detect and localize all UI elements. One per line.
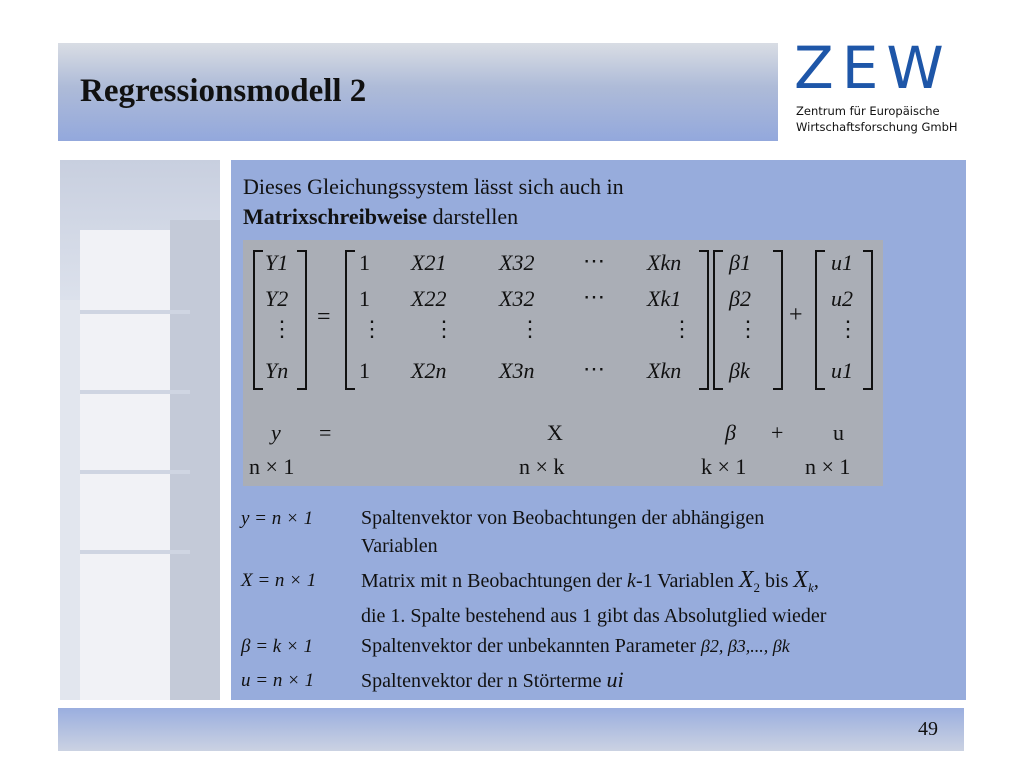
definition-text: Spaltenvektor der unbekannten Parameter β2, β3,..., βk: [361, 635, 790, 657]
beta-entry: ⋮: [737, 316, 759, 341]
x-entry: Xkn: [647, 358, 682, 383]
intro-line-1: Dieses Gleichungssystem lässt sich auch in: [243, 174, 624, 199]
x-entry: ⋯: [583, 284, 605, 309]
x-entry: ⋮: [671, 316, 693, 341]
u-entry: ⋮: [837, 316, 859, 341]
intro-rest: darstellen: [427, 204, 519, 229]
bracket: [297, 250, 307, 390]
x-entry: ⋮: [361, 316, 383, 341]
intro-text: [243, 172, 624, 232]
matrix-equation: [243, 240, 883, 486]
bracket: [773, 250, 783, 390]
x-entry: X21: [411, 250, 447, 275]
building-photo: [60, 160, 220, 700]
title-bar: [58, 43, 778, 141]
beta-entry: βk: [729, 358, 750, 383]
x-entry: X32: [499, 286, 535, 311]
x-entry: 1: [359, 358, 370, 383]
y-entry: Y1: [265, 250, 289, 275]
beta-entry: β1: [729, 250, 751, 275]
x-entry: ⋮: [433, 316, 455, 341]
definition-lhs: y = n × 1: [241, 508, 314, 529]
bracket: [815, 250, 825, 390]
param-list: β2, β3,..., βk: [700, 636, 790, 656]
y-entry: Yn: [265, 358, 289, 383]
beta-entry: β2: [729, 286, 751, 311]
compact-eq: =: [319, 420, 332, 445]
dim-u: n × 1: [805, 454, 851, 479]
logo-line-1: Zentrum für Europäische: [796, 104, 940, 118]
compact-u: u: [833, 420, 844, 445]
bracket: [713, 250, 723, 390]
plus-sign: +: [789, 302, 803, 328]
zew-logo: [792, 34, 970, 144]
u-entry: u1: [831, 250, 853, 275]
definition-text: Spaltenvektor der n Störterme ui: [361, 667, 624, 692]
x-entry: ⋯: [583, 248, 605, 273]
slide-title: Regressionsmodell 2: [80, 73, 367, 109]
bracket: [699, 250, 709, 390]
bracket: [253, 250, 263, 390]
x-entry: Xkn: [647, 250, 682, 275]
bracket: [863, 250, 873, 390]
x-entry: ⋮: [519, 316, 541, 341]
footer-bar: [58, 708, 964, 751]
x-entry: ⋯: [583, 356, 605, 381]
definition-text: Spaltenvektor von Beobachtungen der abhängigen Variablen: [361, 507, 765, 557]
dim-y: n × 1: [249, 454, 295, 479]
x-entry: X3n: [499, 358, 535, 383]
definition-lhs: u = n × 1: [241, 670, 315, 691]
definition-lhs: β = k × 1: [241, 636, 314, 657]
x-entry: 1: [359, 250, 370, 275]
dim-beta: k × 1: [701, 454, 747, 479]
bracket: [345, 250, 355, 390]
ui-symbol: ui: [606, 667, 624, 692]
compact-x: X: [547, 420, 563, 445]
equals-sign: =: [317, 304, 331, 330]
compact-beta: β: [725, 420, 736, 445]
logo-line-2: Wirtschaftsforschung GmbH: [796, 120, 958, 134]
x-entry: X32: [499, 250, 535, 275]
x-entry: X2n: [411, 358, 447, 383]
content-panel: [231, 160, 966, 700]
dim-x: n × k: [519, 454, 565, 479]
y-entry: Y2: [265, 286, 289, 311]
definition-lhs: X = n × 1: [241, 570, 317, 591]
u-entry: u1: [831, 358, 853, 383]
definition-text: Matrix mit n Beobachtungen der k-1 Variablen $X_2$ bis $X_k$, die 1. Spalte bestehend aus 1 gibt das Absolutglied wieder: [361, 567, 827, 627]
x-entry: X22: [411, 286, 447, 311]
logo-letters: ZEW: [794, 34, 952, 102]
compact-y: y: [271, 420, 281, 445]
u-entry: u2: [831, 286, 853, 311]
compact-plus: +: [771, 420, 784, 445]
x-entry: Xk1: [647, 286, 682, 311]
y-entry: ⋮: [271, 316, 293, 341]
page-number: 49: [918, 718, 938, 740]
x-entry: 1: [359, 286, 370, 311]
intro-bold: Matrixschreibweise: [243, 204, 428, 229]
